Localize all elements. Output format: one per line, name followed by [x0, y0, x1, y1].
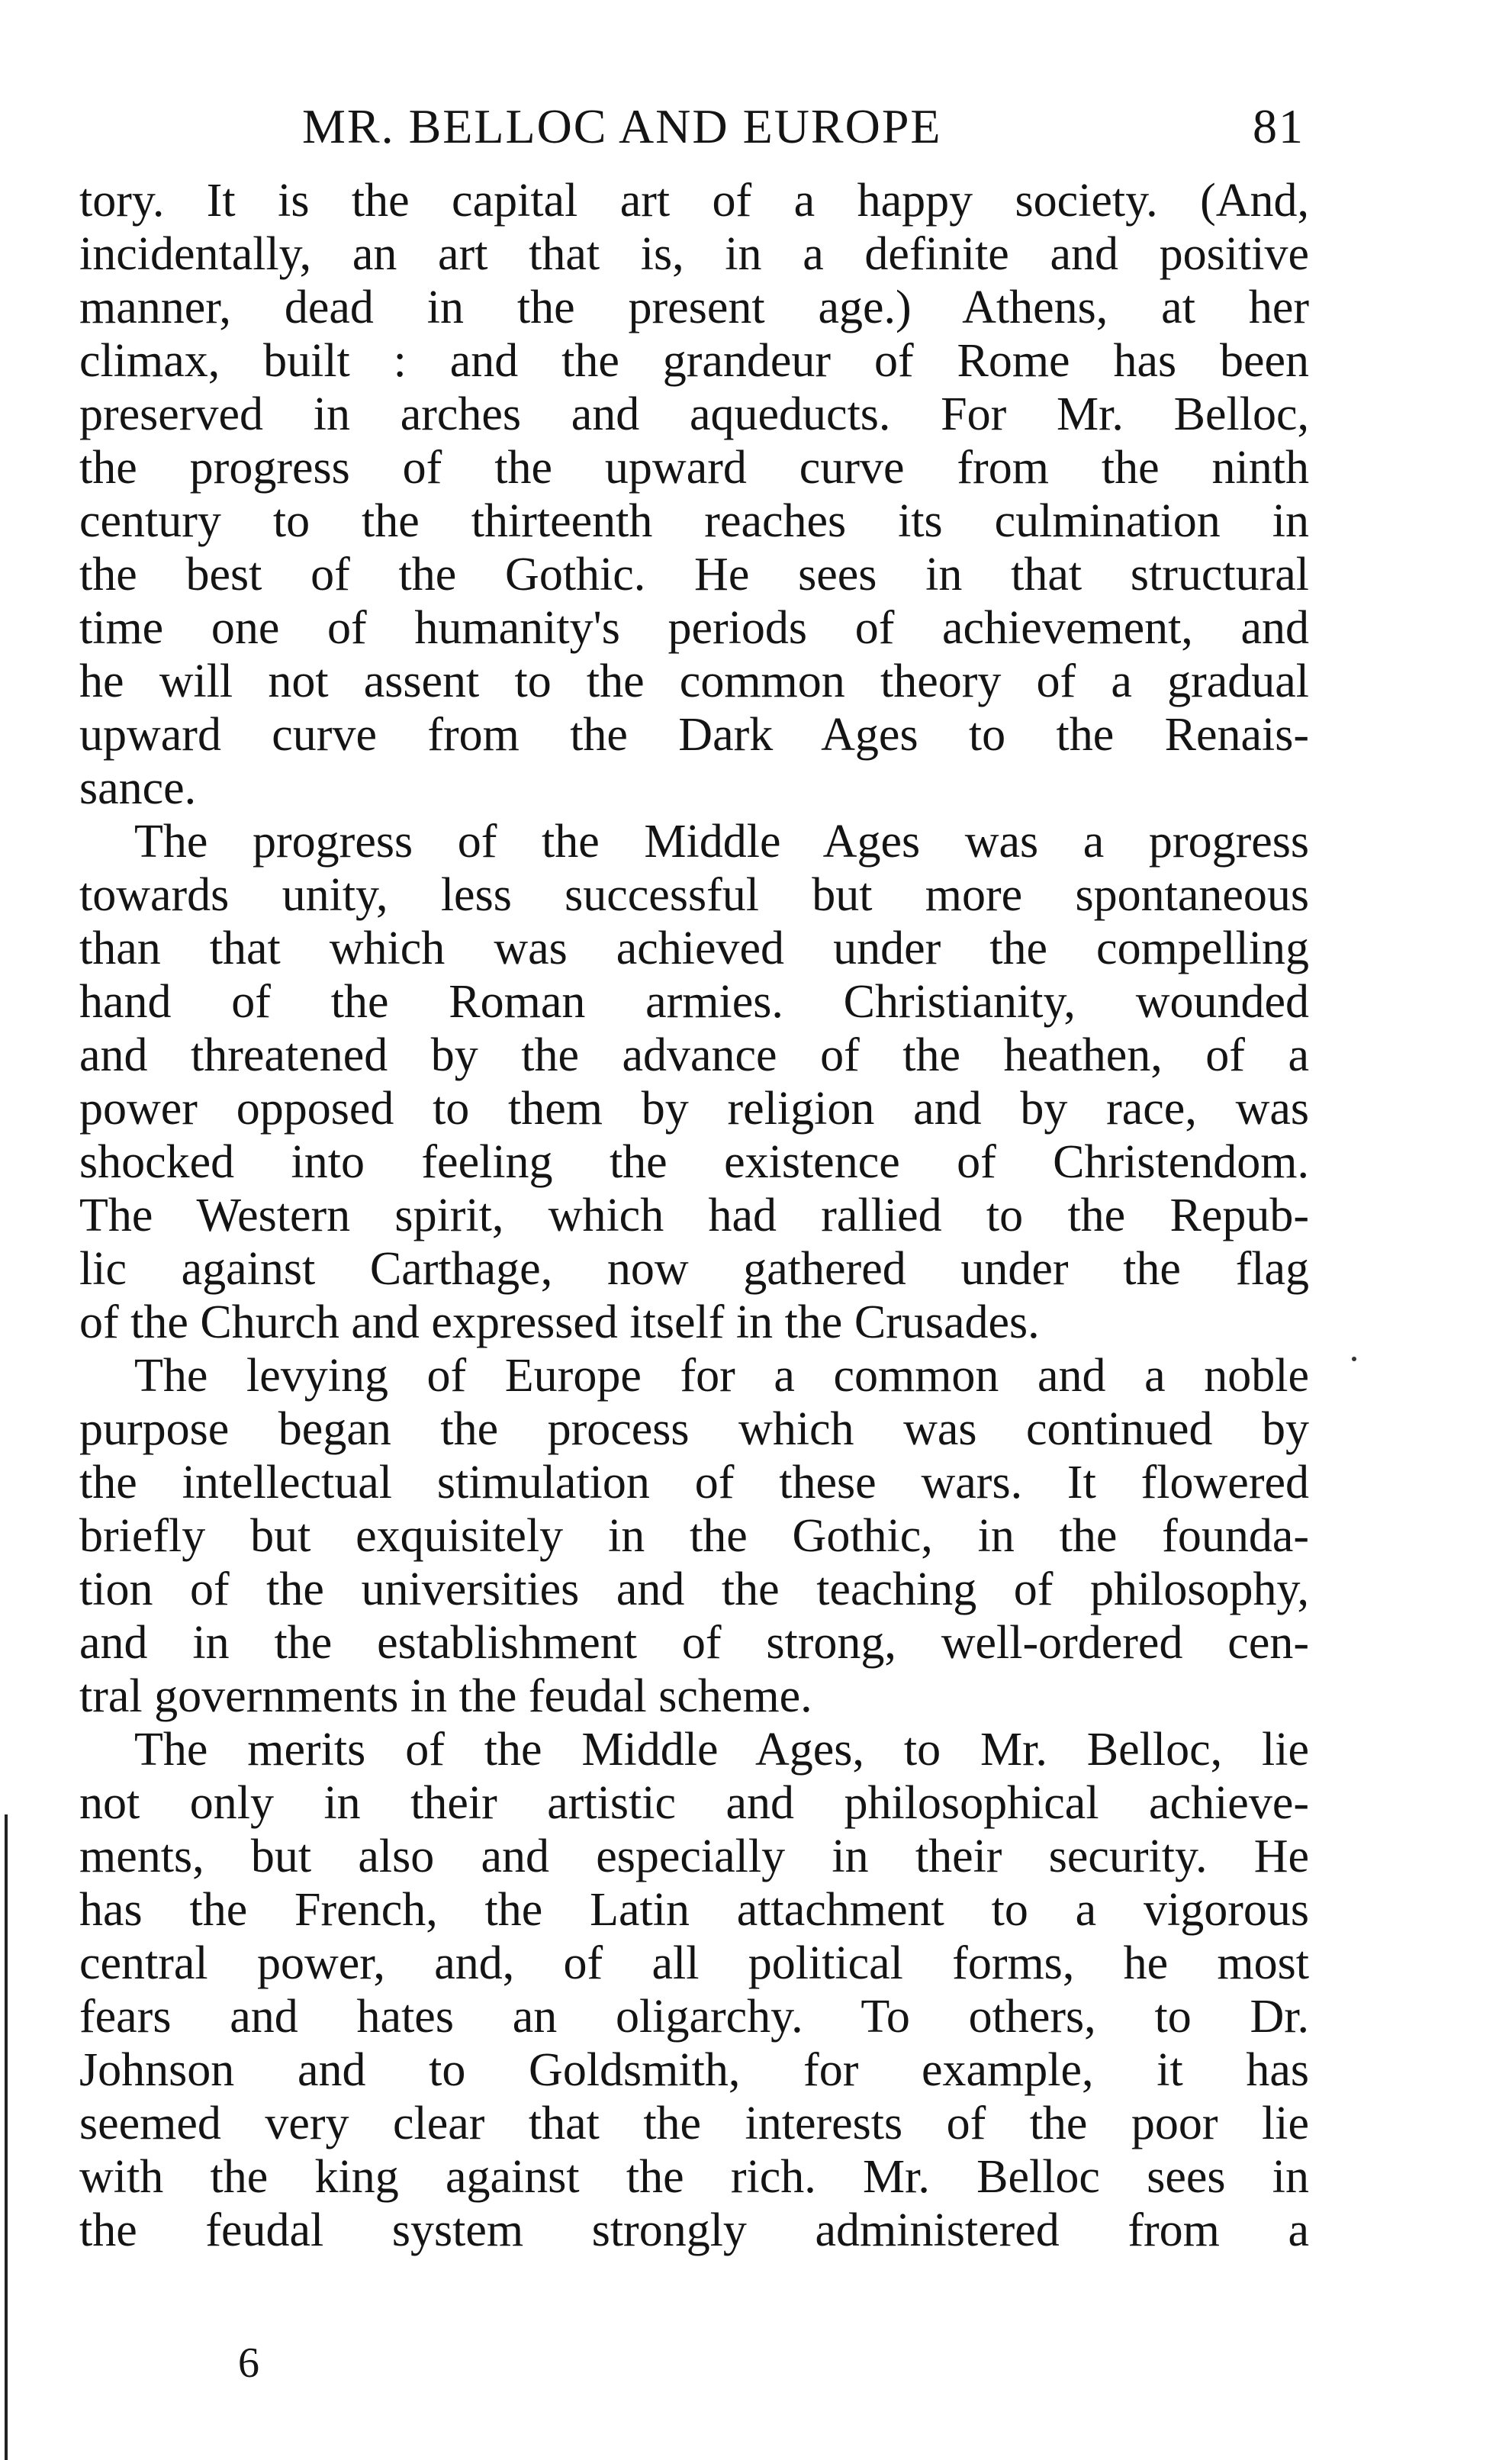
- text-line: time one of humanity's periods of achievement, and: [79, 602, 1309, 654]
- text-line: the intellectual stimulation of these wars. It flowered: [79, 1457, 1309, 1509]
- page-number: 81: [1253, 99, 1305, 153]
- text-line: manner, dead in the present age.) Athens, at her: [79, 282, 1309, 333]
- text-line: and threatened by the advance of the heathen, of a: [79, 1029, 1309, 1081]
- text-line: seemed very clear that the interests of the poor lie: [79, 2098, 1309, 2149]
- text-line: than that which was achieved under the compelling: [79, 922, 1309, 974]
- text-line: briefly but exquisitely in the Gothic, in the founda-: [79, 1510, 1309, 1562]
- text-line: he will not assent to the common theory of a gradual: [79, 655, 1309, 707]
- running-head: [302, 90, 1305, 163]
- paragraph-start: The progress of the Middle Ages was a progress: [134, 816, 1309, 868]
- text-line: of the Church and expressed itself in the Crusades.: [79, 1296, 1040, 1348]
- text-line: lic against Carthage, now gathered under the flag: [79, 1243, 1309, 1295]
- text-line: power opposed to them by religion and by race, was: [79, 1083, 1309, 1135]
- paragraph-start: The levying of Europe for a common and a noble: [134, 1350, 1309, 1402]
- text-line: tion of the universities and the teaching of philosophy,: [79, 1563, 1309, 1615]
- text-line: climax, built : and the grandeur of Rome has been: [79, 335, 1309, 387]
- margin-rule: [5, 1814, 8, 2460]
- text-line: hand of the Roman armies. Christianity, wounded: [79, 976, 1309, 1028]
- text-line: the best of the Gothic. He sees in that structural: [79, 549, 1309, 601]
- text-line: has the French, the Latin attachment to a vigorous: [79, 1884, 1309, 1936]
- text-line: ments, but also and especially in their security. He: [79, 1831, 1309, 1882]
- text-line: incidentally, an art that is, in a definite and positive: [79, 228, 1309, 280]
- text-line: tory. It is the capital art of a happy society. (And,: [79, 175, 1309, 227]
- text-line: fears and hates an oligarchy. To others, to Dr.: [79, 1991, 1309, 2043]
- text-line: The Western spirit, which had rallied to the Repub-: [79, 1190, 1309, 1241]
- text-line: towards unity, less successful but more spontaneous: [79, 869, 1309, 921]
- running-title: MR. BELLOC AND EUROPE: [302, 99, 942, 153]
- ink-speck: [1352, 1357, 1356, 1361]
- body-text: [79, 174, 1309, 2257]
- text-line: central power, and, of all political forms, he most: [79, 1937, 1309, 1989]
- text-line: upward curve from the Dark Ages to the Renais-: [79, 709, 1309, 761]
- text-line: the progress of the upward curve from the ninth: [79, 442, 1309, 494]
- text-line: purpose began the process which was continued by: [79, 1403, 1309, 1455]
- signature-mark: 6: [238, 2339, 259, 2387]
- text-line: tral governments in the feudal scheme.: [79, 1670, 812, 1722]
- text-line: the feudal system strongly administered from a: [79, 2204, 1309, 2256]
- text-line: not only in their artistic and philosophical achieve-: [79, 1777, 1309, 1829]
- text-line: sance.: [79, 762, 197, 814]
- text-line: preserved in arches and aqueducts. For Mr. Belloc,: [79, 388, 1309, 440]
- text-line: shocked into feeling the existence of Christendom.: [79, 1136, 1309, 1188]
- text-line: century to the thirteenth reaches its culmination in: [79, 495, 1309, 547]
- text-line: Johnson and to Goldsmith, for example, it has: [79, 2044, 1309, 2096]
- text-line: with the king against the rich. Mr. Belloc sees in: [79, 2151, 1309, 2203]
- text-line: and in the establishment of strong, well-ordered cen-: [79, 1617, 1309, 1669]
- paragraph-start: The merits of the Middle Ages, to Mr. Belloc, lie: [134, 1724, 1309, 1776]
